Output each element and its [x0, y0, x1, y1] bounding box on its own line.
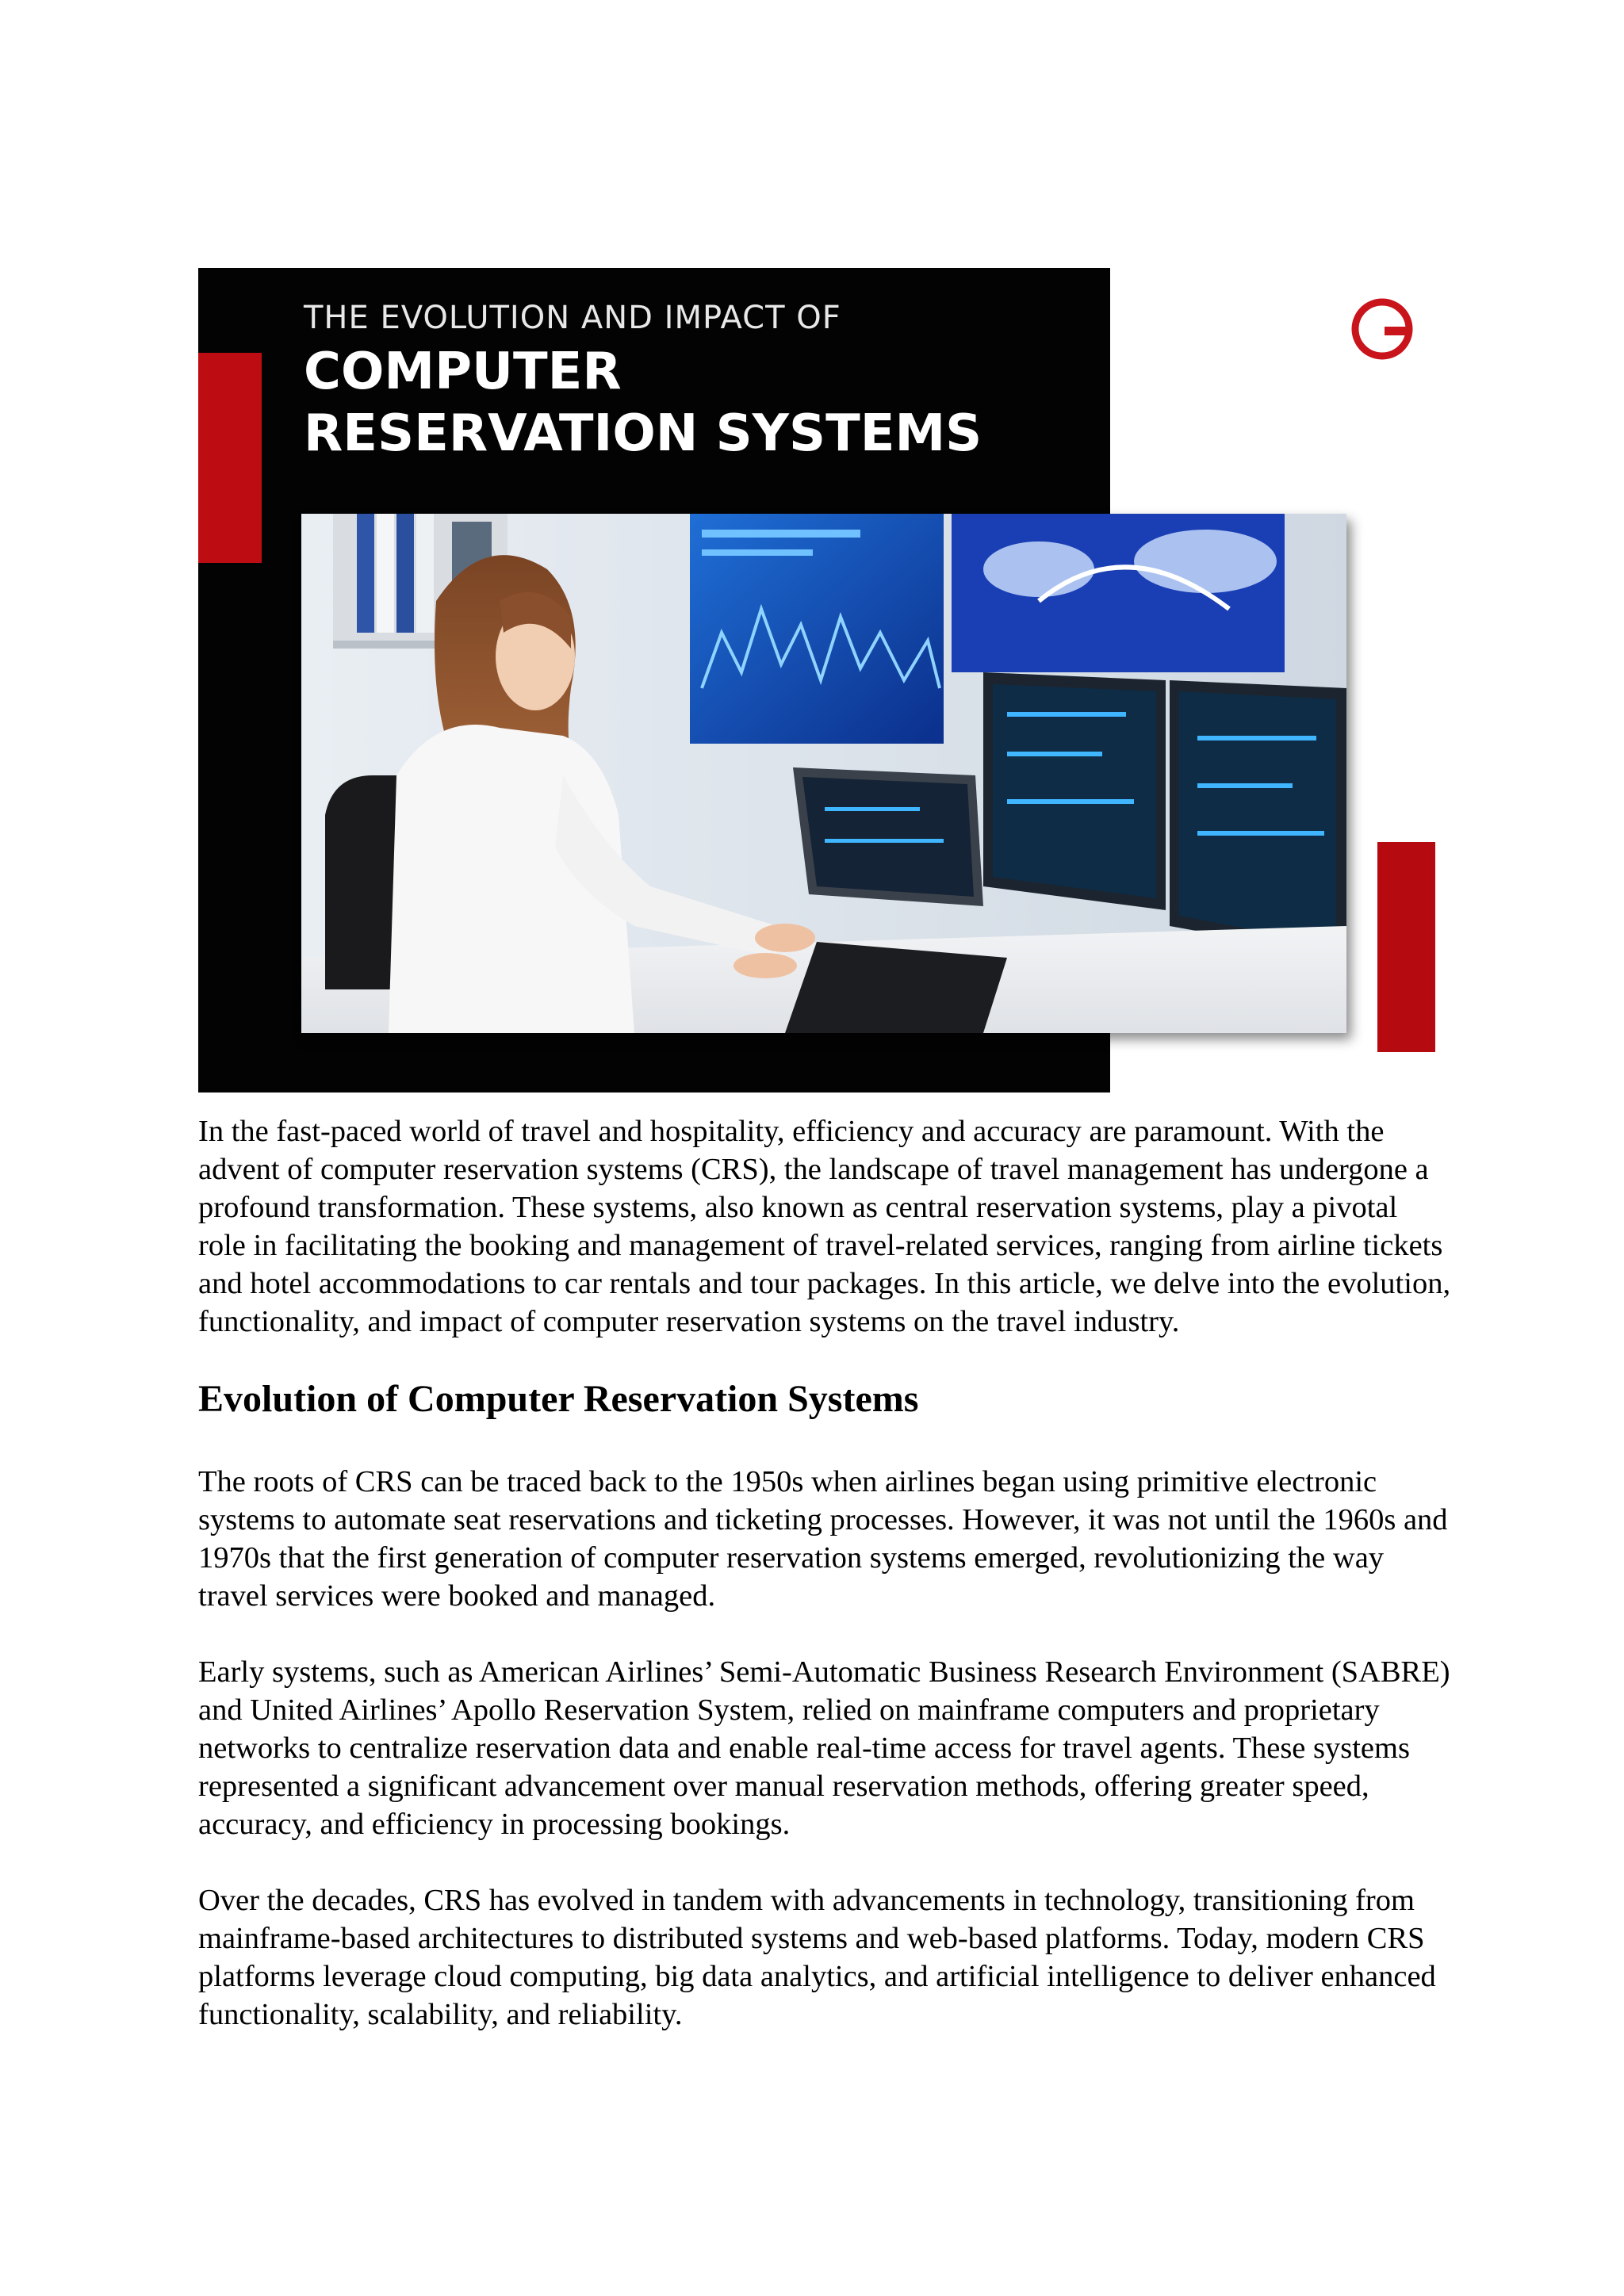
red-accent-bar-right: [1377, 842, 1435, 1052]
banner-title: [304, 341, 982, 465]
svg-text:R: R: [1389, 311, 1399, 325]
body-paragraph-3: Over the decades, CRS has evolved in tandem with advancements in technology, transitioning from mainframe-based architectures to distributed systems and web-based platforms. Today, modern CRS platforms leverage cloud computing, big data analytics, and artificial intelligence to deliver enhanced functionality, scalability, and reliability.: [198, 1884, 1436, 2031]
intro-paragraph: In the fast-paced world of travel and hospitality, efficiency and accuracy are paramount. With the advent of computer reservation systems (CRS), the landscape of travel management has undergone a profound transformation. These systems, also known as central reservation systems, play a pivotal role in facilitating the booking and management of travel-related services, ranging from airline tickets and hotel accommodations to car rentals and tour packages. In this article, we delve into the evolution, functionality, and impact of computer reservation systems on the travel industry.: [198, 1115, 1451, 1338]
rg-logo-icon: [1350, 297, 1415, 362]
hero-photo: [301, 514, 1346, 1033]
hero-banner: [198, 268, 1435, 1093]
red-accent-bar-left: [198, 353, 262, 563]
banner-title-line-2: RESERVATION SYSTEMS: [304, 404, 982, 463]
section-heading: Evolution of Computer Reservation Systems: [198, 1378, 919, 1420]
body-paragraph-2: Early systems, such as American Airlines’ Semi-Automatic Business Research Environment (SABRE) and United Airlines’ Apollo Reservation System, relied on mainframe computers and proprietary networks to centralize reservation data and enable real-time access for travel agents. These systems represented a significant advancement over manual reservation methods, offering greater speed, accuracy, and efficiency in processing bookings.: [198, 1655, 1450, 1841]
banner-kicker: THE EVOLUTION AND IMPACT OF: [304, 300, 841, 336]
article-body: [198, 1112, 1451, 2034]
banner-title-line-1: COMPUTER: [304, 342, 622, 401]
body-paragraph-1: The roots of CRS can be traced back to the 1950s when airlines began using primitive electronic systems to automate seat reservations and ticketing processes. However, it was not until the 1960s and 1970s that the first generation of computer reservation systems emerged, revolutionizing the way travel services were booked and managed.: [198, 1465, 1448, 1613]
